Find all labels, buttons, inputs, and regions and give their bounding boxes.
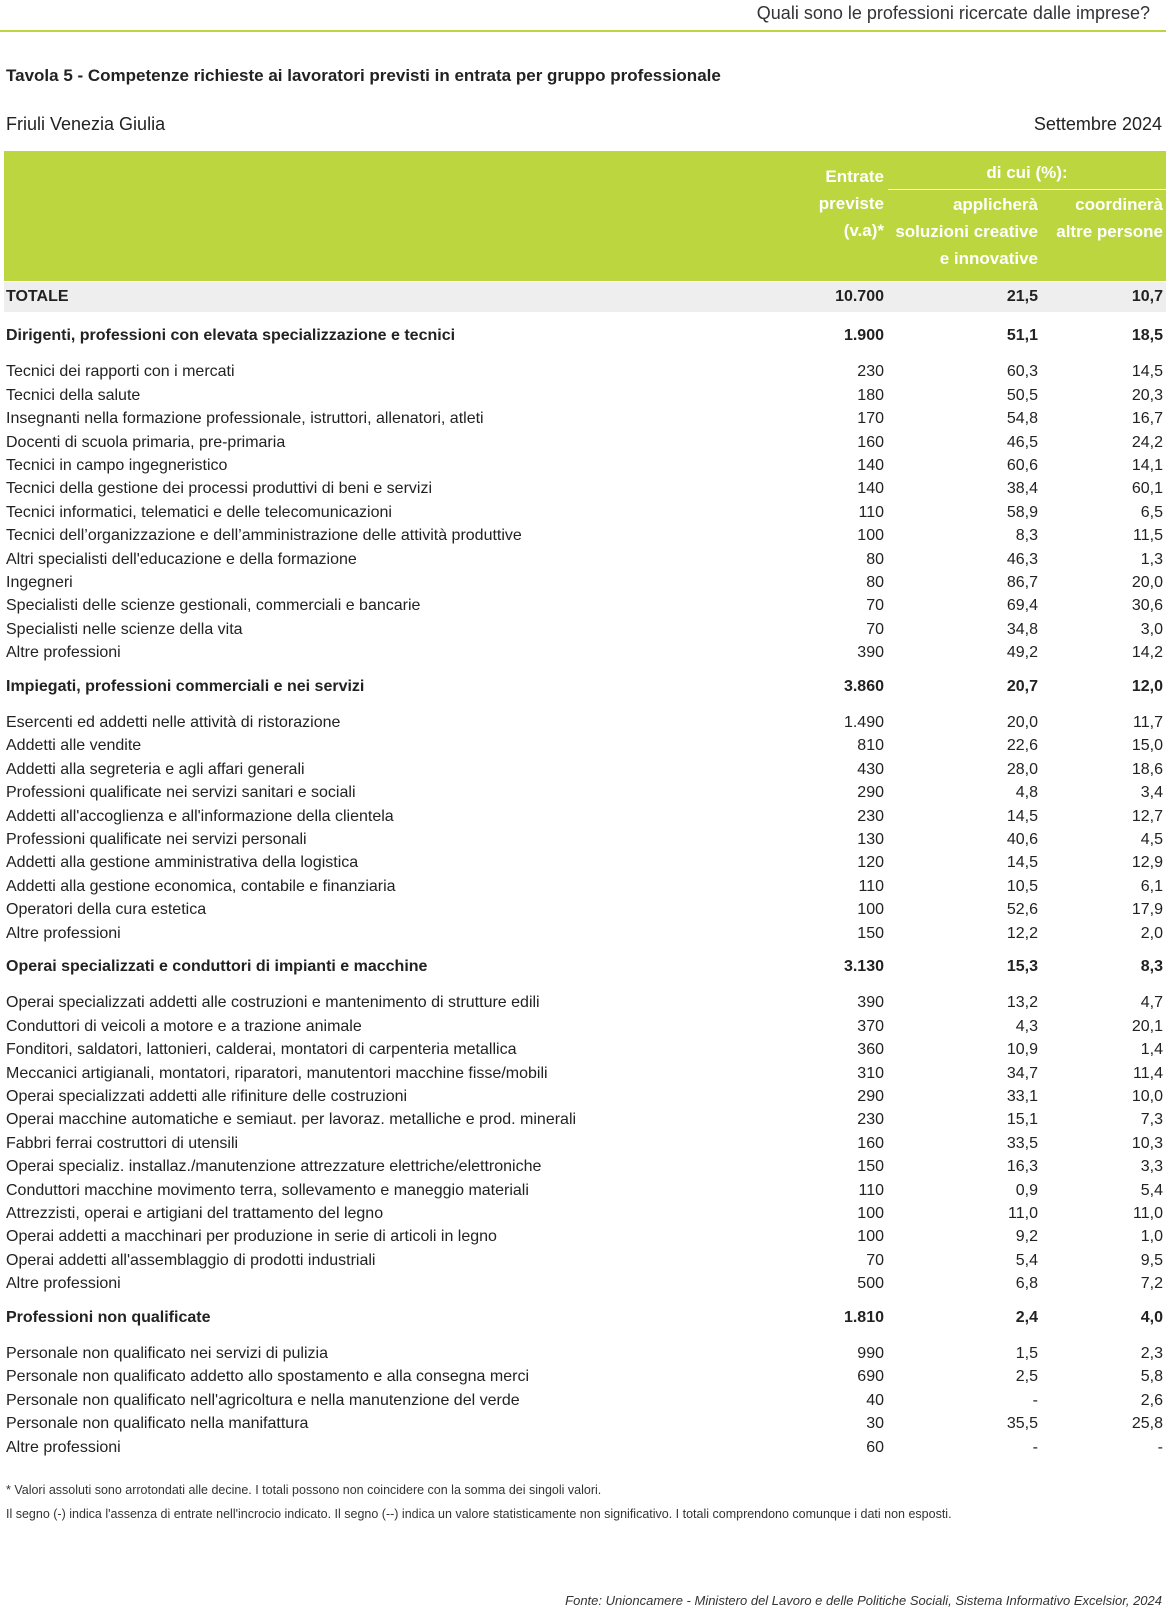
row-creative: 46,5 xyxy=(1006,433,1038,451)
row-creative: 14,5 xyxy=(1006,807,1038,825)
row-coord: 17,9 xyxy=(1131,901,1163,919)
row-entrate: 30 xyxy=(866,1415,884,1433)
table-row xyxy=(4,1015,1166,1039)
row-entrate: 70 xyxy=(866,597,884,615)
table-row xyxy=(4,431,1166,455)
table-row xyxy=(4,1155,1166,1179)
row-coord: 10,3 xyxy=(1131,1134,1163,1152)
row-coord: 3,3 xyxy=(1140,1158,1163,1176)
row-creative: 20,0 xyxy=(1006,714,1038,731)
row-creative: 9,2 xyxy=(1015,1228,1038,1246)
row-creative: - xyxy=(1032,1391,1038,1409)
row-creative: 10,9 xyxy=(1006,1041,1038,1059)
header-entrate-line3: (v.a)* xyxy=(843,221,884,240)
table-row xyxy=(4,1179,1166,1203)
row-label: Operai specializzati addetti alle rifiniture delle costruzioni xyxy=(6,1088,408,1105)
row-creative: 54,8 xyxy=(1006,410,1038,428)
row-coord: 30,6 xyxy=(1131,597,1163,615)
row-label: Operatori della cura estetica xyxy=(6,901,207,919)
row-entrate: 60 xyxy=(866,1438,884,1456)
row-label: Tecnici della salute xyxy=(6,386,141,404)
row-label: Operai macchine automatiche e semiaut. per lavoraz. metalliche e prod. minerali xyxy=(6,1111,577,1129)
source-note: Fonte: Unioncamere - Ministero del Lavoro e delle Politiche Sociali, Sistema Informativo Excelsior, 2024 xyxy=(565,1593,1162,1608)
table-row xyxy=(4,781,1166,805)
row-creative: 1,5 xyxy=(1015,1345,1038,1362)
row-creative: 10,5 xyxy=(1006,877,1038,895)
row-creative: 49,2 xyxy=(1006,644,1038,662)
row-label: Fonditori, saldatori, lattonieri, calderai, montatori di carpenteria metallica xyxy=(6,1041,517,1059)
row-entrate: 390 xyxy=(857,644,884,662)
row-entrate: 140 xyxy=(857,480,884,498)
row-entrate: 990 xyxy=(857,1345,884,1362)
row-entrate: 100 xyxy=(857,527,884,545)
row-entrate: 1.810 xyxy=(843,1308,884,1326)
row-creative: 5,4 xyxy=(1015,1251,1038,1269)
row-label: Addetti alle vendite xyxy=(6,737,142,755)
table-row xyxy=(4,407,1166,431)
row-label: Altre professioni xyxy=(6,644,121,662)
row-coord: 4,5 xyxy=(1140,831,1163,848)
row-entrate: 390 xyxy=(857,994,884,1012)
row-coord: 7,2 xyxy=(1140,1275,1163,1293)
row-label: Conduttori macchine movimento terra, sollevamento e maneggio materiali xyxy=(6,1181,529,1199)
row-creative: 50,5 xyxy=(1006,386,1038,404)
row-label: Professioni qualificate nei servizi personali xyxy=(6,831,307,848)
row-entrate: 70 xyxy=(866,1251,884,1269)
table-row xyxy=(4,548,1166,572)
row-creative: 58,9 xyxy=(1006,503,1038,521)
row-label: Attrezzisti, operai e artigiani del trattamento del legno xyxy=(6,1205,384,1222)
row-label: Personale non qualificato addetto allo spostamento e alla consegna merci xyxy=(6,1368,529,1386)
row-label: Addetti alla segreteria e agli affari generali xyxy=(6,760,305,778)
row-entrate: 3.130 xyxy=(843,958,884,975)
row-entrate: 430 xyxy=(857,760,884,778)
header-creative-line2: soluzioni creative xyxy=(895,222,1038,241)
row-label: Operai specializzati e conduttori di impianti e macchine xyxy=(6,958,428,975)
row-entrate: 140 xyxy=(857,457,884,474)
row-label: Altre professioni xyxy=(6,1438,121,1456)
table-row xyxy=(4,898,1166,922)
footnote-2: Il segno (-) indica l'assenza di entrate nell'incrocio indicato. Il segno (--) indica un valore statisticamente non significativo. I totali comprendono comunque i dati non esposti. xyxy=(6,1507,952,1521)
row-coord: 6,5 xyxy=(1140,503,1163,521)
banner-text: Quali sono le professioni ricercate dalle imprese? xyxy=(756,3,1150,23)
table-row xyxy=(4,1249,1166,1273)
row-coord: 4,0 xyxy=(1140,1308,1163,1326)
row-label: Esercenti ed addetti nelle attività di ristorazione xyxy=(6,714,341,731)
row-label: Altre professioni xyxy=(6,924,121,942)
row-creative: 2,4 xyxy=(1015,1308,1038,1326)
row-coord: 2,6 xyxy=(1140,1391,1163,1409)
table-row xyxy=(4,875,1166,899)
row-label: Specialisti nelle scienze della vita xyxy=(6,620,243,638)
row-label: Professioni qualificate nei servizi sanitari e sociali xyxy=(6,784,356,802)
row-creative: 14,5 xyxy=(1006,854,1038,872)
row-label: Fabbri ferrai costruttori di utensili xyxy=(6,1134,239,1152)
row-coord: 1,0 xyxy=(1140,1228,1163,1246)
row-creative: 15,1 xyxy=(1006,1111,1038,1129)
row-label: Tecnici informatici, telematici e delle telecomunicazioni xyxy=(6,503,392,521)
header-coord-line1: coordinerà xyxy=(1075,195,1163,214)
row-entrate: 80 xyxy=(866,574,884,591)
row-coord: 11,4 xyxy=(1133,1064,1163,1082)
row-creative: 60,6 xyxy=(1006,457,1038,474)
row-creative: 86,7 xyxy=(1006,574,1038,591)
row-label: Addetti alla gestione amministrativa della logistica xyxy=(6,854,359,872)
row-label: TOTALE xyxy=(6,288,69,305)
table-row xyxy=(4,1038,1166,1062)
row-creative: 60,3 xyxy=(1006,363,1038,381)
row-coord: 16,7 xyxy=(1131,410,1163,428)
row-creative: 15,3 xyxy=(1006,958,1038,975)
row-entrate: 500 xyxy=(857,1275,884,1293)
row-creative: 40,6 xyxy=(1006,831,1038,848)
table-row xyxy=(4,571,1166,595)
row-entrate: 360 xyxy=(857,1041,884,1059)
row-creative: 11,0 xyxy=(1008,1205,1038,1222)
group-row xyxy=(4,1306,1166,1330)
row-coord: 18,5 xyxy=(1131,327,1163,344)
row-coord: 24,2 xyxy=(1131,433,1163,451)
table-row xyxy=(4,1225,1166,1249)
row-label: Dirigenti, professioni con elevata specializzazione e tecnici xyxy=(6,327,456,344)
row-coord: 12,7 xyxy=(1131,807,1163,825)
row-coord: 11,7 xyxy=(1133,714,1163,731)
row-label: Altre professioni xyxy=(6,1275,121,1293)
table-row xyxy=(4,477,1166,501)
table-row xyxy=(4,1202,1166,1226)
header-entrate xyxy=(774,163,884,244)
table-row xyxy=(4,594,1166,618)
row-coord: 2,0 xyxy=(1140,924,1163,942)
table-row xyxy=(4,1365,1166,1389)
row-creative: 20,7 xyxy=(1006,677,1038,695)
row-label: Conduttori di veicoli a motore e a trazione animale xyxy=(6,1017,362,1035)
footnote-1: * Valori assoluti sono arrotondati alle decine. I totali possono non coincidere con la somma dei singoli valori. xyxy=(6,1483,602,1497)
header-divider xyxy=(888,189,1166,190)
table-row xyxy=(4,618,1166,642)
row-entrate: 180 xyxy=(857,386,884,404)
row-coord: 4,7 xyxy=(1140,994,1163,1012)
row-creative: 4,3 xyxy=(1015,1017,1038,1035)
row-creative: 35,5 xyxy=(1006,1415,1038,1433)
row-entrate: 110 xyxy=(858,877,884,895)
row-label: Personale non qualificato nei servizi di pulizia xyxy=(6,1345,328,1362)
table-row xyxy=(4,1108,1166,1132)
header-creative-line1: applicherà xyxy=(952,195,1038,214)
row-entrate: 100 xyxy=(857,1205,884,1222)
table-row xyxy=(4,991,1166,1015)
row-coord: 1,4 xyxy=(1140,1041,1163,1059)
table-row xyxy=(4,1132,1166,1156)
header-coord xyxy=(1043,191,1163,245)
row-entrate: 310 xyxy=(857,1064,884,1082)
row-coord: 14,5 xyxy=(1131,363,1163,381)
table-row xyxy=(4,758,1166,782)
table-row xyxy=(4,384,1166,408)
row-creative: 4,8 xyxy=(1015,784,1038,802)
row-entrate: 100 xyxy=(857,1228,884,1246)
row-label: Impiegati, professioni commerciali e nei servizi xyxy=(6,677,365,695)
row-coord: 20,0 xyxy=(1131,574,1163,591)
row-label: Professioni non qualificate xyxy=(6,1308,211,1326)
row-entrate: 170 xyxy=(857,410,884,428)
row-entrate: 290 xyxy=(857,1088,884,1105)
row-label: Personale non qualificato nell'agricoltura e nella manutenzione del verde xyxy=(6,1391,520,1409)
table-row xyxy=(4,805,1166,829)
row-creative: 34,8 xyxy=(1006,620,1038,638)
row-entrate: 150 xyxy=(857,924,884,942)
row-label: Insegnanti nella formazione professionale, istruttori, allenatori, atleti xyxy=(6,410,484,428)
table-row xyxy=(4,641,1166,665)
group-row xyxy=(4,324,1166,348)
row-label: Personale non qualificato nella manifattura xyxy=(6,1415,309,1433)
row-creative: 34,7 xyxy=(1006,1064,1038,1082)
row-entrate: 80 xyxy=(866,550,884,568)
row-entrate: 370 xyxy=(857,1017,884,1035)
row-entrate: 690 xyxy=(857,1368,884,1386)
row-entrate: 1.900 xyxy=(843,327,884,344)
row-coord: 18,6 xyxy=(1131,760,1163,778)
group-row xyxy=(4,675,1166,699)
row-entrate: 160 xyxy=(857,1134,884,1152)
row-entrate: 130 xyxy=(857,831,884,848)
header-coord-line2: altre persone xyxy=(1056,222,1163,241)
table-row xyxy=(4,1085,1166,1109)
row-label: Ingegneri xyxy=(6,574,73,591)
row-entrate: 160 xyxy=(857,433,884,451)
row-creative: 69,4 xyxy=(1006,597,1038,615)
table-row xyxy=(4,711,1166,735)
row-coord: 3,0 xyxy=(1140,620,1163,638)
row-coord: 10,0 xyxy=(1131,1088,1163,1105)
row-coord: 11,0 xyxy=(1133,1205,1163,1222)
header-entrate-line1: Entrate xyxy=(825,167,884,186)
row-entrate: 1.490 xyxy=(843,714,884,731)
row-coord: 12,9 xyxy=(1131,854,1163,872)
table-row xyxy=(4,1389,1166,1413)
row-creative: 33,5 xyxy=(1006,1134,1038,1152)
row-entrate: 810 xyxy=(857,737,884,755)
table-row xyxy=(4,1062,1166,1086)
row-creative: 38,4 xyxy=(1006,480,1038,498)
table-header xyxy=(4,151,1166,281)
table-row xyxy=(4,922,1166,946)
row-entrate: 230 xyxy=(857,1111,884,1129)
row-coord: 5,8 xyxy=(1140,1368,1163,1386)
row-creative: 51,1 xyxy=(1006,327,1038,344)
row-entrate: 230 xyxy=(857,807,884,825)
table-row xyxy=(4,1412,1166,1436)
row-creative: 21,5 xyxy=(1006,288,1038,305)
row-label: Altri specialisti dell'educazione e della formazione xyxy=(6,550,357,568)
row-label: Addetti all'accoglienza e all'informazione della clientela xyxy=(6,807,394,825)
row-coord: 14,1 xyxy=(1131,457,1163,474)
row-coord: 20,3 xyxy=(1131,386,1163,404)
row-entrate: 3.860 xyxy=(843,677,884,695)
row-coord: 1,3 xyxy=(1140,550,1163,568)
row-coord: 7,3 xyxy=(1140,1111,1163,1129)
header-creative xyxy=(888,191,1038,272)
period-label: Settembre 2024 xyxy=(1033,114,1162,134)
row-entrate: 290 xyxy=(857,784,884,802)
row-coord: 12,0 xyxy=(1131,677,1163,695)
row-coord: 3,4 xyxy=(1140,784,1163,802)
region-label: Friuli Venezia Giulia xyxy=(6,114,166,134)
row-coord: 25,8 xyxy=(1131,1415,1163,1433)
header-creative-line3: e innovative xyxy=(939,249,1038,268)
row-entrate: 230 xyxy=(857,363,884,381)
row-coord: 11,5 xyxy=(1133,527,1163,545)
header-dicui: di cui (%): xyxy=(986,163,1068,182)
row-entrate: 10.700 xyxy=(835,288,884,305)
row-label: Addetti alla gestione economica, contabile e finanziaria xyxy=(6,877,396,895)
row-creative: 33,1 xyxy=(1006,1088,1038,1105)
row-creative: 12,2 xyxy=(1006,924,1038,942)
table-row xyxy=(4,1272,1166,1296)
row-creative: 22,6 xyxy=(1006,737,1038,755)
row-coord: 15,0 xyxy=(1131,737,1163,755)
row-coord: 5,4 xyxy=(1140,1181,1163,1199)
row-creative: 16,3 xyxy=(1006,1158,1038,1176)
table-row xyxy=(4,851,1166,875)
row-entrate: 40 xyxy=(866,1391,884,1409)
top-banner xyxy=(0,0,1166,32)
table-row xyxy=(4,501,1166,525)
row-label: Tecnici in campo ingegneristico xyxy=(6,457,228,474)
row-coord: 9,5 xyxy=(1140,1251,1163,1269)
row-entrate: 70 xyxy=(866,620,884,638)
header-entrate-line2: previste xyxy=(818,194,884,213)
row-label: Specialisti delle scienze gestionali, commerciali e bancarie xyxy=(6,597,421,615)
row-creative: - xyxy=(1032,1438,1038,1456)
row-coord: 8,3 xyxy=(1140,958,1163,975)
row-label: Tecnici dei rapporti con i mercati xyxy=(6,363,235,381)
row-label: Operai addetti a macchinari per produzione in serie di articoli in legno xyxy=(6,1228,497,1246)
row-coord: - xyxy=(1157,1438,1163,1456)
row-entrate: 100 xyxy=(857,901,884,919)
total-row xyxy=(4,282,1166,312)
row-label: Operai addetti all'assemblaggio di prodotti industriali xyxy=(6,1251,376,1269)
table-row xyxy=(4,524,1166,548)
table-row xyxy=(4,360,1166,384)
row-creative: 52,6 xyxy=(1006,901,1038,919)
row-label: Operai specializzati addetti alle costruzioni e mantenimento di strutture edili xyxy=(6,994,540,1012)
row-creative: 28,0 xyxy=(1006,760,1038,778)
row-entrate: 150 xyxy=(857,1158,884,1176)
row-creative: 46,3 xyxy=(1006,550,1038,568)
row-coord: 2,3 xyxy=(1140,1345,1163,1362)
table-row xyxy=(4,1436,1166,1460)
row-label: Operai specializ. installaz./manutenzione attrezzature elettriche/elettroniche xyxy=(6,1158,542,1176)
row-label: Tecnici della gestione dei processi produttivi di beni e servizi xyxy=(6,480,432,498)
table-row xyxy=(4,454,1166,478)
row-creative: 0,9 xyxy=(1015,1181,1038,1199)
row-coord: 20,1 xyxy=(1131,1017,1163,1035)
group-row xyxy=(4,955,1166,979)
row-coord: 14,2 xyxy=(1131,644,1163,662)
row-coord: 60,1 xyxy=(1131,480,1163,498)
row-creative: 8,3 xyxy=(1015,527,1038,545)
row-creative: 13,2 xyxy=(1006,994,1038,1012)
row-label: Docenti di scuola primaria, pre-primaria xyxy=(6,433,286,451)
row-label: Tecnici dell’organizzazione e dell’amministrazione delle attività produttive xyxy=(6,527,522,545)
table-row xyxy=(4,1342,1166,1366)
row-creative: 2,5 xyxy=(1015,1368,1038,1386)
row-coord: 10,7 xyxy=(1131,288,1163,305)
row-coord: 6,1 xyxy=(1140,877,1163,895)
table-row xyxy=(4,828,1166,852)
row-entrate: 120 xyxy=(857,854,884,872)
row-entrate: 110 xyxy=(858,1181,884,1199)
row-creative: 6,8 xyxy=(1015,1275,1038,1293)
row-label: Meccanici artigianali, montatori, riparatori, manutentori macchine fisse/mobili xyxy=(6,1064,548,1082)
table-title: Tavola 5 - Competenze richieste ai lavoratori previsti in entrata per gruppo professionale xyxy=(6,66,721,85)
table-row xyxy=(4,734,1166,758)
row-entrate: 110 xyxy=(858,503,884,521)
